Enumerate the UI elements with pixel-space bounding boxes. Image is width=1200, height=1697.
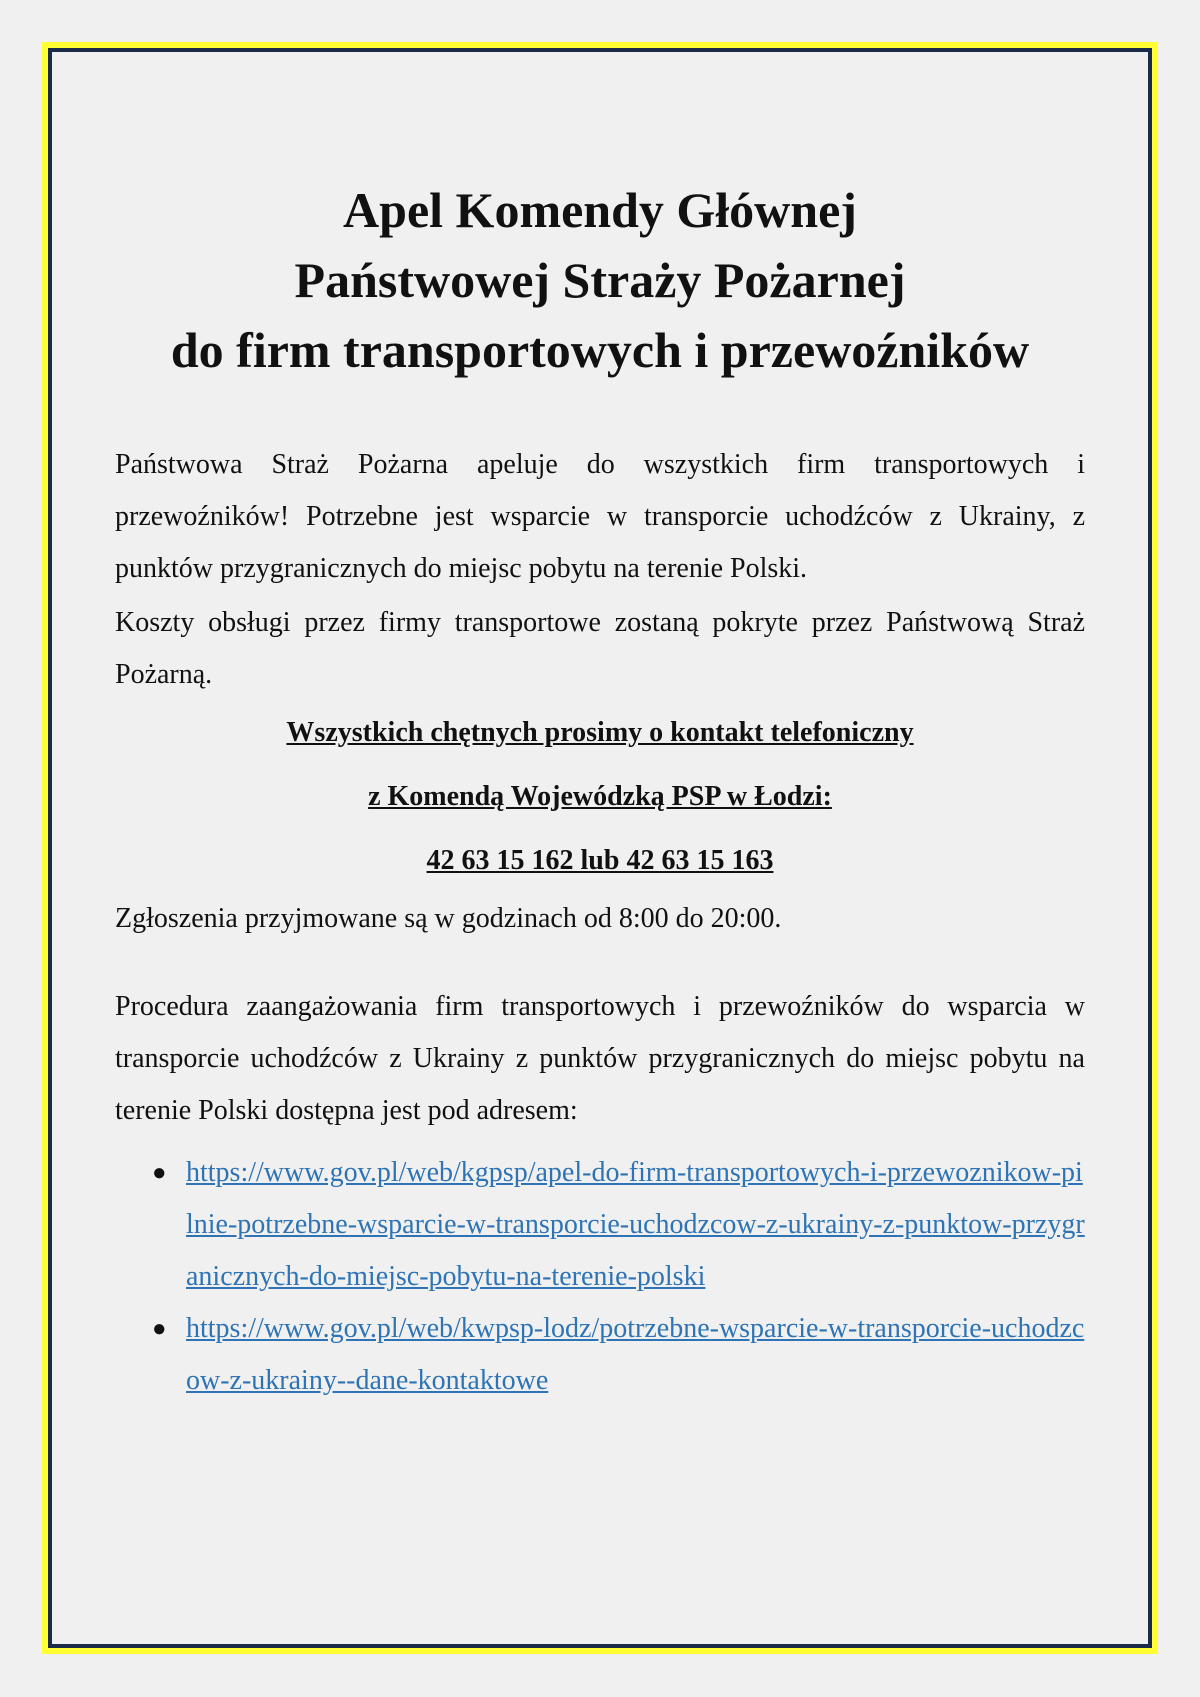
title-line-1: Apel Komendy Głównej bbox=[343, 182, 857, 238]
list-item bbox=[152, 1147, 1085, 1303]
title-line-3: do firm transportowych i przewoźników bbox=[170, 322, 1030, 378]
bullet-icon: ● bbox=[152, 1316, 167, 1342]
document-body bbox=[115, 175, 1085, 1407]
hours-paragraph: Zgłoszenia przyjmowane są w godzinach od 8:00 do 20:00. bbox=[115, 903, 782, 934]
appeal-paragraph: Państwowa Straż Pożarna apeluje do wszystkich firm transportowych i przewoźników! Potrzebne jest wsparcie w transporcie uchodźców z Ukrainy, z punktów przygranicznych do miejsc pobytu na terenie Polski. bbox=[115, 449, 1085, 584]
links-list bbox=[115, 1147, 1085, 1407]
contact-phone-numbers: 42 63 15 162 lub 42 63 15 163 bbox=[426, 845, 774, 876]
title-line-2: Państwowej Straży Pożarnej bbox=[294, 252, 906, 308]
document-title bbox=[115, 175, 1085, 385]
contact-unit: z Komendą Wojewódzką PSP w Łodzi: bbox=[368, 781, 832, 812]
contact-request: Wszystkich chętnych prosimy o kontakt telefoniczny bbox=[286, 717, 914, 748]
link-kgpsp-appeal[interactable]: https://www.gov.pl/web/kgpsp/apel-do-firm-transportowych-i-przewoznikow-pilnie-potrzebne-wsparcie-w-transporcie-uchodzcow-z-ukrainy-z-punktow-przygranicznych-do-miejsc-pobytu-na-terenie-polski bbox=[186, 1157, 1085, 1292]
bullet-icon: ● bbox=[152, 1160, 167, 1186]
procedure-paragraph: Procedura zaangażowania firm transportowych i przewoźników do wsparcia w transporcie uchodźców z Ukrainy z punktów przygranicznych do miejsc pobytu na terenie Polski dostępna jest pod adresem: bbox=[115, 991, 1085, 1126]
costs-paragraph: Koszty obsługi przez firmy transportowe zostaną pokryte przez Państwową Straż Pożarną. bbox=[115, 607, 1085, 690]
link-kwpsp-lodz-contact[interactable]: https://www.gov.pl/web/kwpsp-lodz/potrzebne-wsparcie-w-transporcie-uchodzcow-z-ukrainy--dane-kontaktowe bbox=[186, 1313, 1085, 1396]
list-item bbox=[152, 1303, 1085, 1407]
